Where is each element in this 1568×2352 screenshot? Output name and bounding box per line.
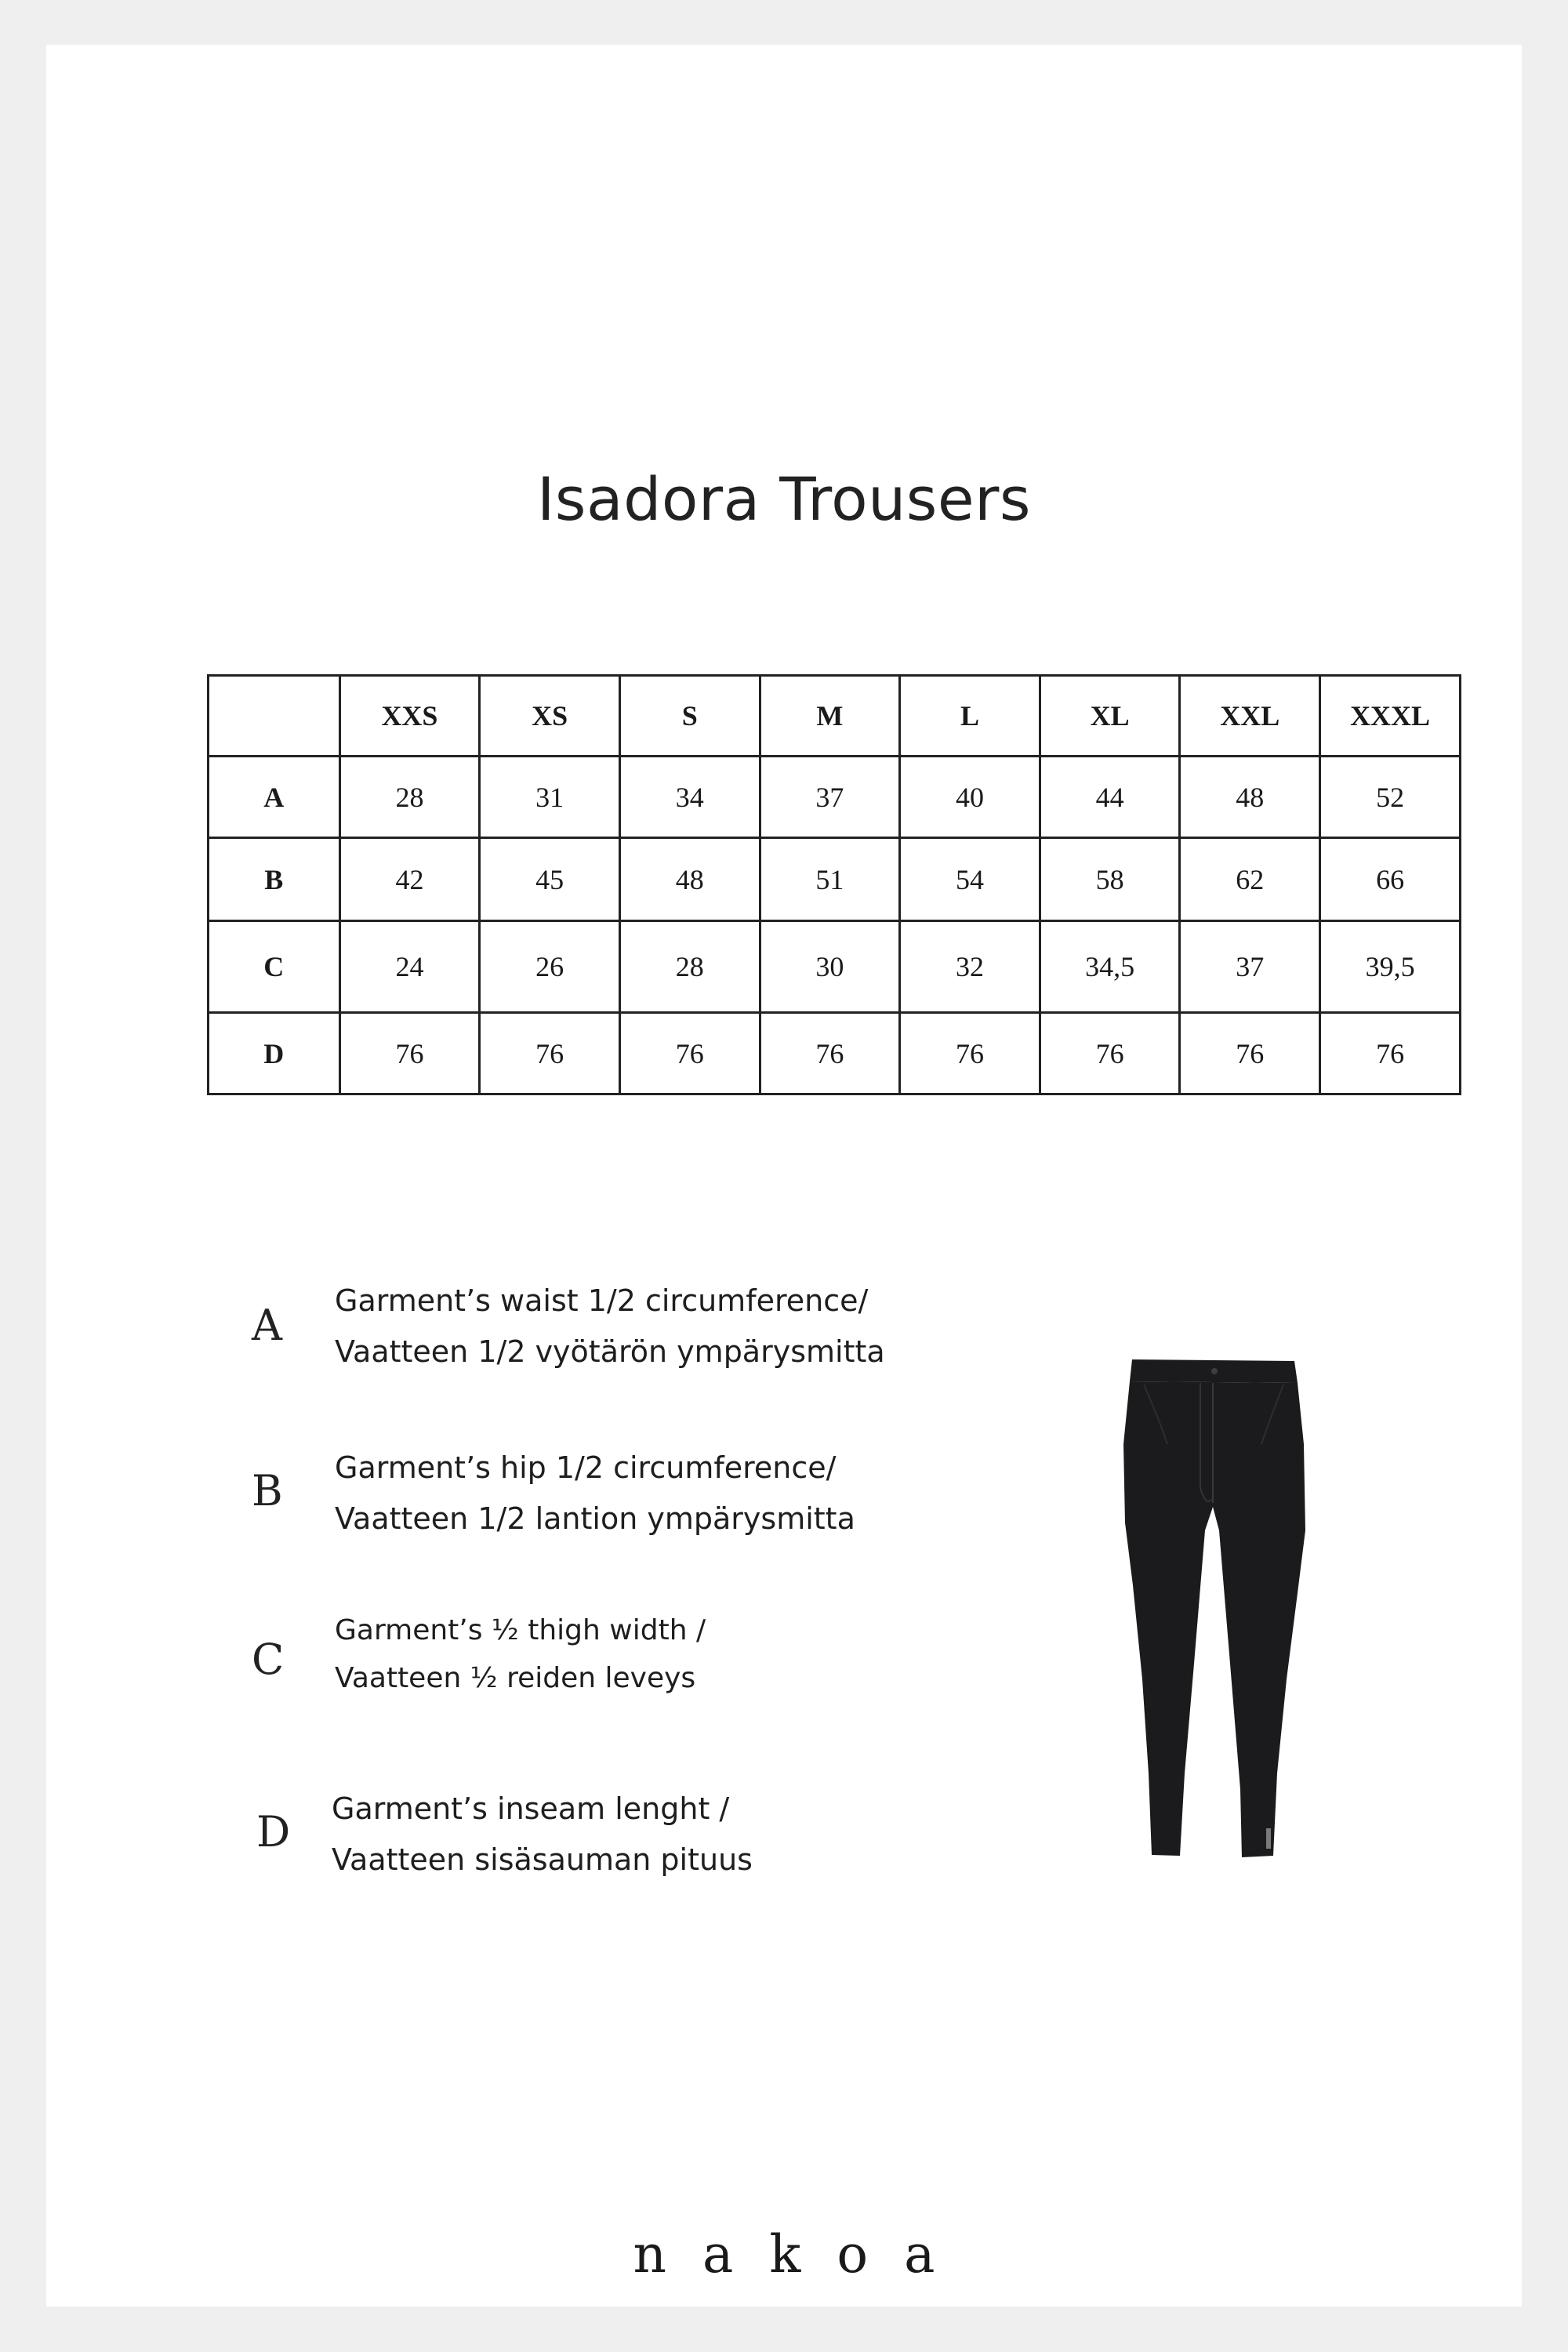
legend-letter: C (252, 1635, 285, 1684)
table-cell: 37 (1180, 921, 1320, 1013)
table-cell: 31 (480, 757, 620, 838)
table-cell: 76 (339, 1013, 480, 1094)
table-header-cell: M (760, 676, 900, 757)
table-cell: 62 (1180, 838, 1320, 921)
table-cell: 51 (760, 838, 900, 921)
page-title: Isadora Trousers (537, 464, 1031, 534)
table-cell: 52 (1320, 757, 1461, 838)
size-guide-card (46, 45, 1522, 2307)
trousers-icon (1112, 1350, 1324, 1867)
table-cell: 76 (1320, 1013, 1461, 1094)
legend-line-fi: Vaatteen sisäsauman pituus (332, 1842, 753, 1877)
legend-description (335, 1276, 1040, 1377)
legend-description (335, 1606, 1040, 1702)
table-row (209, 757, 1461, 838)
row-label: D (209, 1013, 340, 1094)
legend-line-en: Garment’s waist 1/2 circumference/ (335, 1283, 869, 1318)
table-header-cell: XXXL (1320, 676, 1461, 757)
table-header-cell (209, 676, 340, 757)
row-label: C (209, 921, 340, 1013)
table-cell: 48 (1180, 757, 1320, 838)
table-cell: 76 (900, 1013, 1040, 1094)
legend-line-fi: Vaatteen 1/2 vyötärön ympärysmitta (335, 1334, 885, 1369)
legend-description (335, 1443, 1040, 1544)
table-header-cell: L (900, 676, 1040, 757)
size-table (207, 674, 1461, 1095)
table-cell: 40 (900, 757, 1040, 838)
table-header-cell: XS (480, 676, 620, 757)
table-header-cell: XXS (339, 676, 480, 757)
legend-line-en: Garment’s hip 1/2 circumference/ (335, 1450, 837, 1485)
table-cell: 66 (1320, 838, 1461, 921)
table-cell: 26 (480, 921, 620, 1013)
table-header-row (209, 676, 1461, 757)
table-cell: 48 (619, 838, 760, 921)
table-row (209, 1013, 1461, 1094)
legend-description (332, 1784, 1037, 1886)
table-cell: 76 (1180, 1013, 1320, 1094)
legend-line-fi: Vaatteen 1/2 lantion ympärysmitta (335, 1501, 855, 1536)
table-cell: 28 (339, 757, 480, 838)
row-label: A (209, 757, 340, 838)
table-cell: 39,5 (1320, 921, 1461, 1013)
table-row (209, 921, 1461, 1013)
table-cell: 76 (619, 1013, 760, 1094)
table-header-cell: XXL (1180, 676, 1320, 757)
legend-line-fi: Vaatteen ½ reiden leveys (335, 1662, 696, 1694)
table-cell: 76 (480, 1013, 620, 1094)
legend-line-en: Garment’s ½ thigh width / (335, 1614, 706, 1646)
table-cell: 34 (619, 757, 760, 838)
table-cell: 54 (900, 838, 1040, 921)
table-cell: 28 (619, 921, 760, 1013)
row-label: B (209, 838, 340, 921)
legend-letter: D (256, 1807, 291, 1857)
table-cell: 58 (1040, 838, 1180, 921)
table-cell: 37 (760, 757, 900, 838)
legend-line-en: Garment’s inseam lenght / (332, 1791, 730, 1826)
legend-letter: A (252, 1301, 282, 1350)
table-cell: 32 (900, 921, 1040, 1013)
table-cell: 30 (760, 921, 900, 1013)
table-cell: 44 (1040, 757, 1180, 838)
brand-logo: nakoa (633, 2224, 971, 2285)
table-cell: 45 (480, 838, 620, 921)
table-row (209, 838, 1461, 921)
table-cell: 42 (339, 838, 480, 921)
table-cell: 24 (339, 921, 480, 1013)
table-cell: 76 (760, 1013, 900, 1094)
table-header-cell: XL (1040, 676, 1180, 757)
table-cell: 34,5 (1040, 921, 1180, 1013)
legend-letter: B (252, 1466, 283, 1515)
table-header-cell: S (619, 676, 760, 757)
table-cell: 76 (1040, 1013, 1180, 1094)
